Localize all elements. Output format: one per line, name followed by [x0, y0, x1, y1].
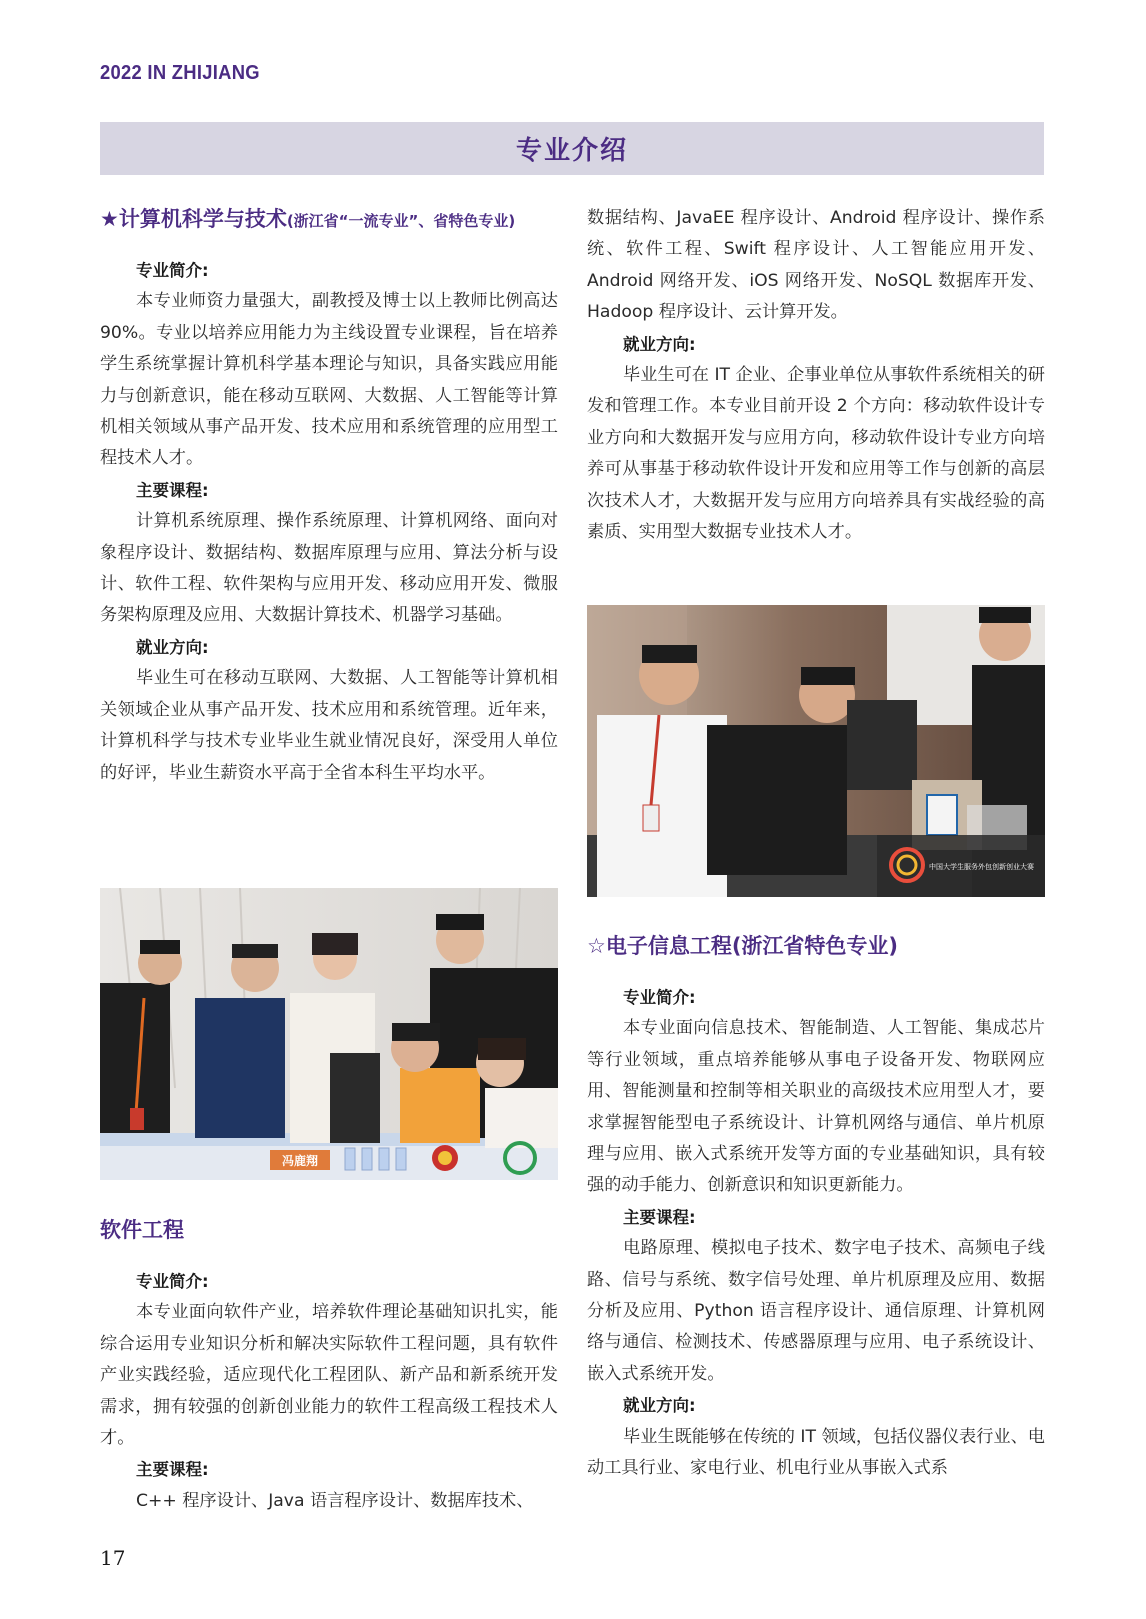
cs-courses-text: 计算机系统原理、操作系统原理、计算机网络、面向对象程序设计、数据结构、数据库原理与应用、算法分析与设计、软件工程、软件架构与应用开发、移动应用开发、微服务架构原理及应用、大数据计算技术、机器学习基础。: [100, 511, 558, 626]
cs-intro-text: 本专业师资力量强大，副教授及博士以上教师比例高达 90%。专业以培养应用能力为主线设置专业课程，旨在培养学生系统掌握计算机科学基本理论与知识，具备实践应用能力与创新意识，能在移动互联网、大数据、人工智能等计算机相关领域从事产品开发、技术应用和系统管理的应用型工程技术人才。: [100, 291, 558, 469]
ee-section: [587, 930, 1045, 1485]
cs-section: [100, 203, 558, 789]
ee-courses-text: 电路原理、模拟电子技术、数字电子技术、高频电子线路、信号与系统、数字信号处理、单片机原理及应用、数据分析及应用、Python 语言程序设计、通信原理、计算机网络与通信、检测技术、传感器原理与应用、电子系统设计、嵌入式系统开发。: [587, 1238, 1045, 1384]
ee-heading: [587, 930, 1045, 960]
se-section: [100, 1214, 558, 1517]
ee-courses-label: 主要课程:: [623, 1207, 696, 1227]
ee-title-note: (浙江省特色专业): [731, 934, 899, 958]
se-intro-text: 本专业面向软件产业，培养软件理论基础知识扎实，能综合运用专业知识分析和解决实际软件工程问题，具有软件产业实践经验，适应现代化工程团队、新产品和新系统开发需求，拥有较强的创新创业能力的软件工程高级工程技术人才。: [100, 1302, 558, 1449]
cs-career-text: 毕业生可在移动互联网、大数据、人工智能等计算机相关领域企业从事产品开发、技术应用和系统管理。近年来，计算机科学与技术专业毕业生就业情况良好，深受用人单位的好评，毕业生薪资水平高于全省本科生平均水平。: [100, 668, 558, 783]
cs-career-label: 就业方向:: [136, 637, 209, 657]
students-discussion-photo: [100, 888, 558, 1180]
competition-logo-text: 中国大学生服务外包创新创业大赛: [929, 863, 1034, 871]
ee-career-label: 就业方向:: [623, 1396, 696, 1416]
cs-intro-label: 专业简介:: [136, 261, 209, 280]
se-title: 软件工程: [100, 1218, 184, 1242]
running-title: 2022 IN ZHIJIANG: [100, 62, 260, 84]
competition-photo: [587, 605, 1045, 897]
ee-intro-label: 专业简介:: [623, 988, 696, 1007]
se-intro-label: 专业简介:: [136, 1272, 209, 1291]
se-courses-text-part2: 数据结构、JavaEE 程序设计、Android 程序设计、操作系统、软件工程、Swift 程序设计、人工智能应用开发、Android 网络开发、iOS 网络开发、NoSQL 数据库开发、Hadoop 程序设计、云计算开发。: [587, 208, 1045, 323]
page-number: 17: [100, 1546, 126, 1570]
section-banner: 专业介绍: [100, 122, 1044, 175]
ee-intro-text: 本专业面向信息技术、智能制造、人工智能、集成芯片等行业领域，重点培养能够从事电子设备开发、物联网应用、智能测量和控制等相关职业的高级技术应用型人才，要求掌握智能型电子系统设计、计算机网络与通信、单片机原理与应用、嵌入式系统开发等方面的专业基础知识，具有较强的动手能力、创新意识和知识更新能力。: [587, 1018, 1045, 1196]
cs-title: ★计算机科学与技术: [100, 207, 287, 231]
se-career-text: 毕业生可在 IT 企业、企事业单位从事软件系统相关的研发和管理工作。本专业目前开设 2 个方向：移动软件设计专业方向和大数据开发与应用方向，移动软件设计专业方向培养可从事基于移动软件设计开发和应用等工作与创新的高层次技术人才，大数据开发与应用方向培养具有实战经验的高素质、实用型大数据专业技术人才。: [587, 365, 1045, 543]
se-courses-label: 主要课程:: [136, 1460, 209, 1480]
se-section-continued: [587, 203, 1045, 548]
se-courses-text-part1: C++ 程序设计、Java 语言程序设计、数据库技术、: [136, 1490, 534, 1511]
nameplate-text: 冯鹿翔: [281, 1154, 319, 1168]
cs-courses-label: 主要课程:: [136, 480, 209, 500]
cs-title-note: (浙江省“一流专业”、省特色专业): [286, 212, 516, 230]
ee-title: ☆电子信息工程: [587, 934, 732, 958]
cs-heading: [100, 203, 558, 233]
ee-career-text: 毕业生既能够在传统的 IT 领域，包括仪器仪表行业、电动工具行业、家电行业、机电行业从事嵌入式系: [587, 1426, 1045, 1479]
se-career-label: 就业方向:: [623, 334, 696, 354]
